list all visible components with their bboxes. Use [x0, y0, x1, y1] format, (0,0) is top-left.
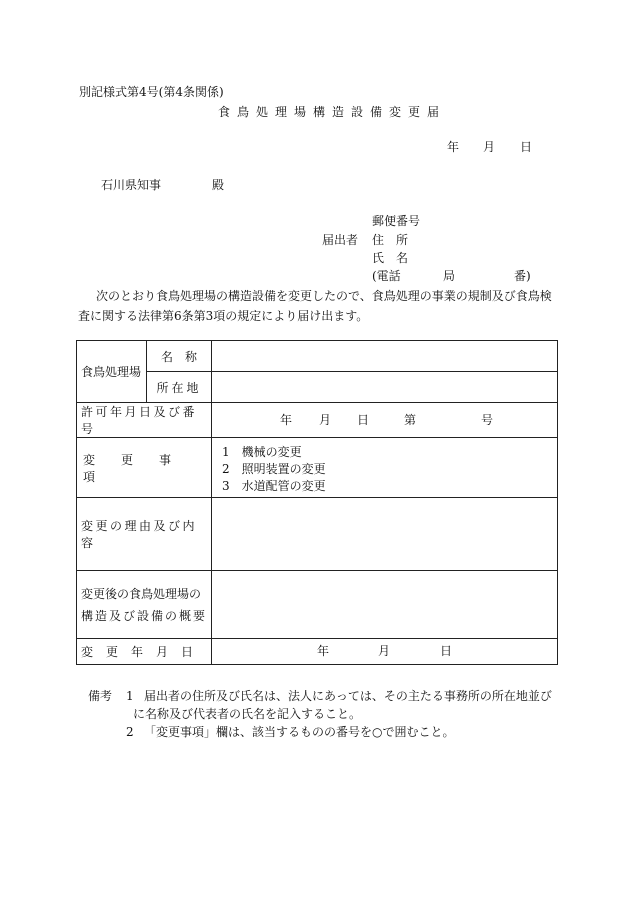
change-item-2[interactable]: 2 照明装置の変更	[222, 462, 326, 476]
change-items-label-cell	[77, 438, 212, 498]
reason-label-cell	[77, 498, 212, 571]
facility-location-label: 所在地	[156, 380, 202, 395]
phone-open-label: (電話	[372, 269, 401, 283]
addressee-name: 石川県知事	[101, 178, 162, 192]
date-day: 日	[520, 140, 533, 154]
addressee-honorific: 殿	[212, 178, 225, 192]
notification-table	[76, 340, 558, 665]
date-year: 年	[447, 140, 460, 154]
name-label: 氏 名	[372, 251, 409, 265]
change-items-field[interactable]	[212, 438, 558, 498]
permit-year: 年	[280, 413, 293, 427]
permit-dai: 第	[404, 413, 417, 427]
note-2-number: 2	[126, 725, 134, 739]
facility-location-row	[77, 372, 558, 403]
permit-month: 月	[319, 413, 332, 427]
form-number: 別記様式第4号(第4条関係)	[79, 85, 224, 99]
change-item-1[interactable]: 1 機械の変更	[222, 445, 302, 459]
change-date-label-cell	[77, 639, 212, 665]
change-date-day: 日	[440, 644, 453, 658]
permit-row	[77, 403, 558, 438]
form-title: 食鳥処理場構造設備変更届	[218, 105, 447, 119]
reason-field[interactable]	[212, 498, 558, 571]
facility-name-label: 名 称	[160, 349, 197, 364]
facility-name-field[interactable]	[212, 341, 558, 372]
change-items-label: 変更事項	[83, 452, 198, 484]
change-date-row	[77, 639, 558, 665]
notes-heading: 備考	[88, 689, 113, 703]
phone-station-label: 局	[443, 269, 456, 283]
facility-location-label-cell	[147, 372, 212, 403]
reason-label: 変更の理由及び内容	[81, 519, 198, 550]
note-2-text: 「変更事項」欄は、該当するものの番号を○で囲むこと。	[144, 725, 455, 739]
change-date-field[interactable]	[212, 639, 558, 665]
postal-code-label: 郵便番号	[372, 214, 421, 228]
summary-label-line-1: 変更後の食鳥処理場の	[81, 586, 202, 601]
facility-name-label-cell	[147, 341, 212, 372]
facility-name-row	[77, 341, 558, 372]
intro-paragraph: 次のとおり食鳥処理場の構造設備を変更したので、食鳥処理の事業の規制及び食鳥検査に関する法律第6条第3項の規定により届け出ます。	[78, 289, 552, 323]
permit-label: 許可年月日及び番号	[81, 405, 198, 436]
note-1-line-2: に名称及び代表者の氏名を記入すること。	[133, 707, 362, 721]
summary-label-line-2: 構造及び設備の概要	[81, 608, 208, 623]
permit-day: 日	[357, 413, 370, 427]
summary-field[interactable]	[212, 571, 558, 639]
change-item-3[interactable]: 3 水道配管の変更	[222, 479, 326, 493]
note-1-line-1: 届出者の住所及び氏名は、法人にあっては、その主たる事務所の所在地並び	[144, 689, 552, 703]
address-label: 住 所	[372, 233, 409, 247]
reason-row	[77, 498, 558, 571]
facility-location-field[interactable]	[212, 372, 558, 403]
date-month: 月	[483, 140, 496, 154]
applicant-role-label: 届出者	[322, 233, 359, 247]
change-date-label: 変更年月日	[81, 645, 207, 659]
phone-number-label: 番)	[514, 269, 531, 283]
change-date-month: 月	[378, 644, 391, 658]
change-date-year: 年	[317, 644, 330, 658]
permit-go: 号	[481, 413, 494, 427]
note-1-number: 1	[126, 689, 134, 703]
permit-field[interactable]	[212, 403, 558, 438]
summary-label-cell	[77, 571, 212, 639]
summary-row	[77, 571, 558, 639]
facility-label-cell	[77, 341, 147, 403]
change-items-row	[77, 438, 558, 498]
permit-label-cell	[77, 403, 212, 438]
facility-label: 食鳥処理場	[81, 365, 142, 379]
